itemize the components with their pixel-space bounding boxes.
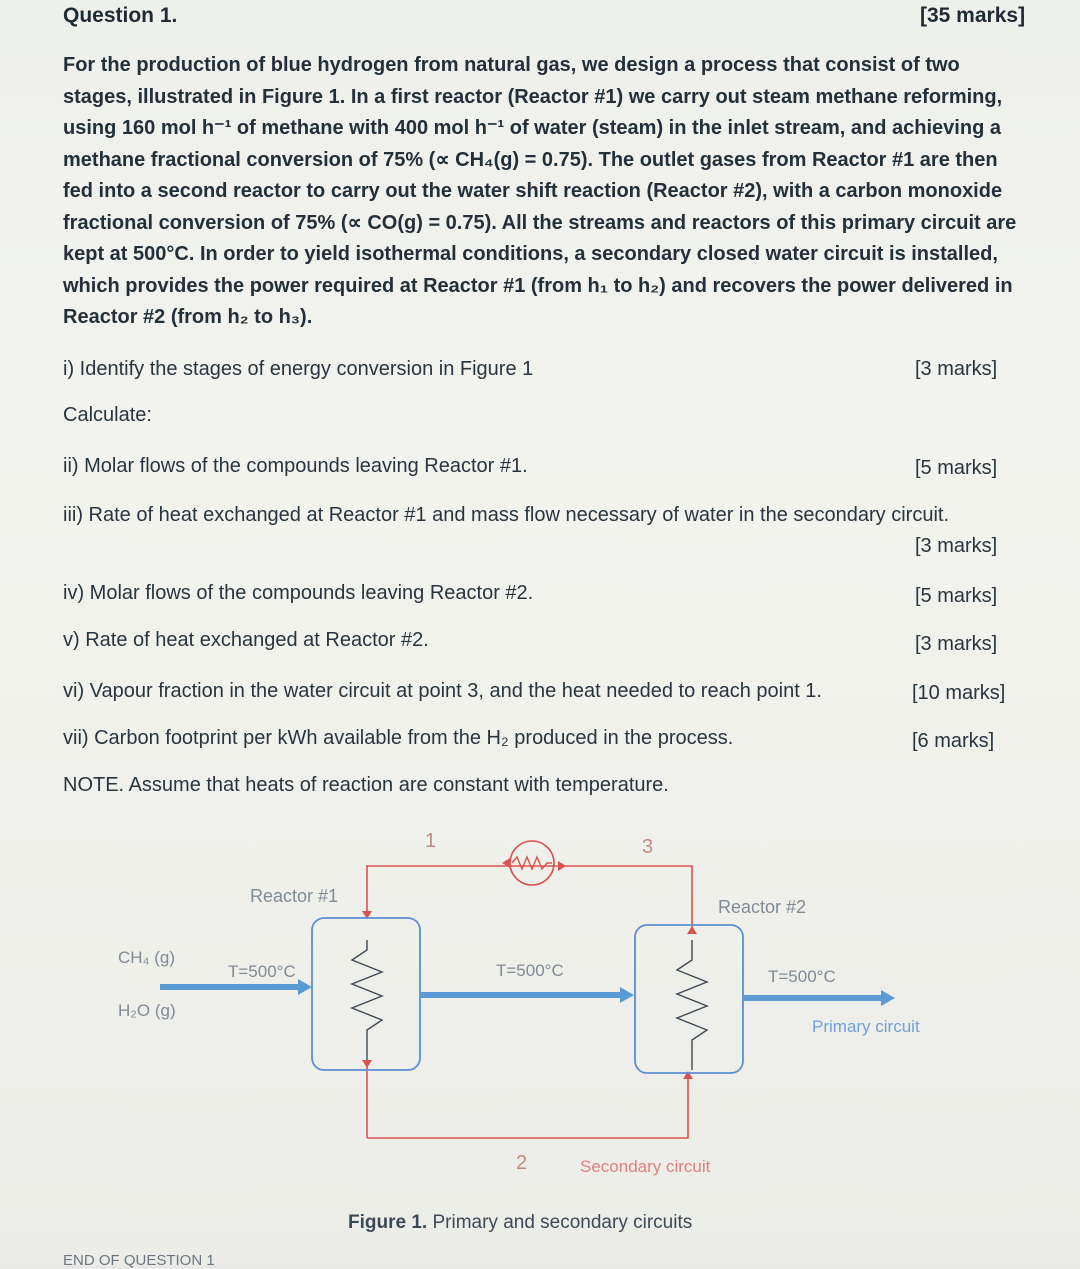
intro-line: using 160 mol h⁻¹ of methane with 400 mol h⁻¹ of water (steam) in the inlet stream, and achieving a [63, 117, 1001, 139]
intro-line: For the production of blue hydrogen from natural gas, we design a process that consist of two [63, 54, 960, 76]
intro-line: which provides the power required at Reactor #1 (from h₁ to h₂) and recovers the power delivered in [63, 274, 1013, 297]
note-text: NOTE. Assume that heats of reaction are constant with temperature. [63, 774, 669, 796]
temp-mid-label: T=500°C [496, 961, 564, 980]
inlet-ch4-label: CH₄ (g) [118, 948, 175, 967]
intro-line: kept at 500°C. In order to yield isothermal conditions, a secondary closed water circuit is installed, [63, 243, 998, 265]
item-iii: iii) Rate of heat exchanged at Reactor #1 and mass flow necessary of water in the secondary circuit. [63, 504, 950, 526]
item-v: v) Rate of heat exchanged at Reactor #2. [63, 629, 429, 651]
point-3-label: 3 [642, 836, 654, 858]
reactor-1-label: Reactor #1 [250, 886, 339, 906]
item-i-marks: [3 marks] [915, 358, 998, 380]
temp-outlet-label: T=500°C [768, 967, 836, 986]
intro-line: fractional conversion of 75% (∝ CO(g) = 0.75). All the streams and reactors of this primary circuit are [63, 211, 1017, 234]
item-ii-marks: [5 marks] [915, 457, 998, 479]
intro-line: methane fractional conversion of 75% (∝ CH₄(g) = 0.75). The outlet gases from Reactor #1 are then [63, 148, 998, 171]
point-2-label: 2 [516, 1152, 528, 1174]
figure-caption-number: Figure 1. [348, 1212, 428, 1233]
temp-inlet-label: T=500°C [228, 962, 296, 981]
end-of-question: END OF QUESTION 1 [63, 1252, 215, 1269]
intro-paragraph [63, 50, 1038, 334]
item-v-marks: [3 marks] [915, 633, 998, 655]
item-vi-marks: [10 marks] [912, 682, 1006, 704]
item-i: i) Identify the stages of energy conversion in Figure 1 [63, 358, 534, 380]
point-1-label: 1 [425, 830, 437, 852]
primary-circuit-label: Primary circuit [812, 1017, 920, 1036]
total-marks: [35 marks] [920, 4, 1026, 27]
figure-caption [348, 1212, 692, 1234]
item-iii-marks: [3 marks] [915, 535, 998, 557]
item-vii: vii) Carbon footprint per kWh available from the H₂ produced in the process. [63, 727, 734, 749]
reactor-1-vessel [312, 918, 420, 1070]
intro-line: fed into a second reactor to carry out the water shift reaction (Reactor #2), with a carbon monoxide [63, 180, 1003, 202]
item-vi: vi) Vapour fraction in the water circuit at point 3, and the heat needed to reach point 1. [63, 680, 822, 702]
figure-caption-text: Primary and secondary circuits [432, 1212, 693, 1233]
intro-line: Reactor #2 (from h₂ to h₃). [63, 306, 313, 328]
reactor-2-vessel [635, 925, 743, 1073]
reactor-2-label: Reactor #2 [718, 897, 807, 917]
inlet-h2o-label: H₂O (g) [118, 1001, 176, 1020]
secondary-circuit-lines [367, 866, 692, 1138]
item-vii-marks: [6 marks] [912, 730, 995, 752]
reactor-2-coil [677, 940, 707, 1070]
intro-line: stages, illustrated in Figure 1. In a first reactor (Reactor #1) we carry out steam methane reforming, [63, 85, 1003, 108]
calculate-label: Calculate: [63, 404, 152, 426]
reactor-1-coil [352, 940, 382, 1060]
item-iv-marks: [5 marks] [915, 585, 998, 607]
secondary-circuit-label: Secondary circuit [580, 1157, 711, 1176]
question-title: Question 1. [63, 4, 178, 27]
pump-icon [502, 841, 554, 885]
item-iv: iv) Molar flows of the compounds leaving Reactor #2. [63, 582, 534, 604]
item-ii: ii) Molar flows of the compounds leaving Reactor #1. [63, 455, 528, 477]
